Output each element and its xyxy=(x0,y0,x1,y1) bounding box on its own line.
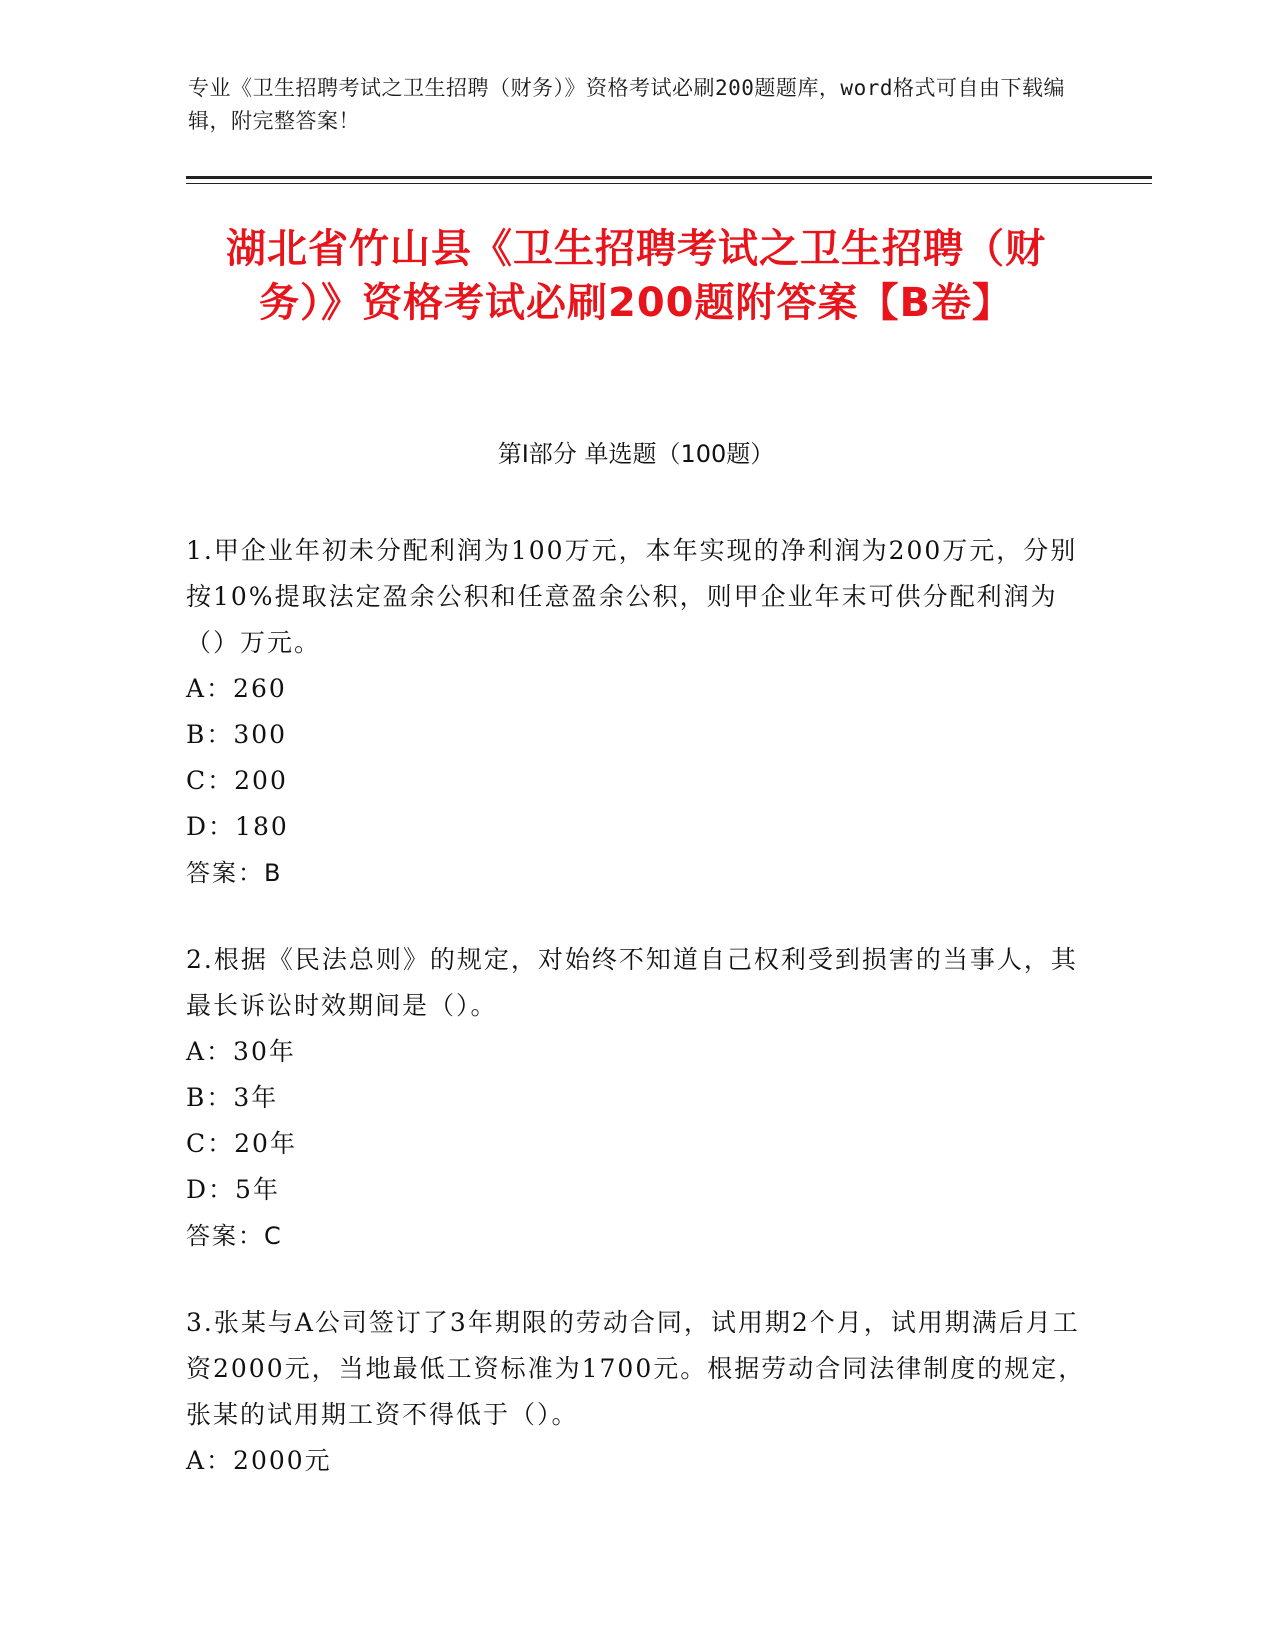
option-c: C：20年 xyxy=(186,1129,297,1158)
section-heading: 第I部分 单选题（100题） xyxy=(497,440,775,468)
option-a: A：260 xyxy=(186,674,287,703)
question-3 xyxy=(186,1300,1086,1484)
option-c: C：200 xyxy=(186,766,288,795)
option-b: B：3年 xyxy=(186,1083,279,1112)
document-title: 湖北省竹山县《卫生招聘考试之卫生招聘（财务）》资格考试必刷200题附答案【B卷】 xyxy=(226,226,1046,326)
header-divider-thin xyxy=(186,183,1152,184)
question-stem: 3.张某与A公司签订了3年期限的劳动合同，试用期2个月，试用期满后月工资2000元，当地最低工资标准为1700元。根据劳动合同法律制度的规定，张某的试用期工资不得低于（）。 xyxy=(186,1308,1086,1429)
option-d: D：5年 xyxy=(186,1175,280,1204)
answer: 答案：B xyxy=(186,859,283,887)
question-1 xyxy=(186,528,1086,896)
answer: 答案：C xyxy=(186,1222,283,1250)
question-2 xyxy=(186,937,1086,1259)
header-divider-thick xyxy=(186,176,1152,179)
option-d: D：180 xyxy=(186,812,289,841)
question-stem: 2.根据《民法总则》的规定，对始终不知道自己权利受到损害的当事人，其最长诉讼时效期间是（）。 xyxy=(186,945,1078,1020)
option-b: B：300 xyxy=(186,720,288,749)
option-a: A：2000元 xyxy=(186,1446,332,1475)
option-a: A：30年 xyxy=(186,1037,296,1066)
header-note: 专业《卫生招聘考试之卫生招聘（财务）》资格考试必刷200题题库，word格式可自由下载编辑，附完整答案！ xyxy=(188,76,1065,133)
question-stem: 1.甲企业年初未分配利润为100万元，本年实现的净利润为200万元，分别按10%提取法定盈余公积和任意盈余公积，则甲企业年末可供分配利润为（）万元。 xyxy=(186,536,1078,657)
